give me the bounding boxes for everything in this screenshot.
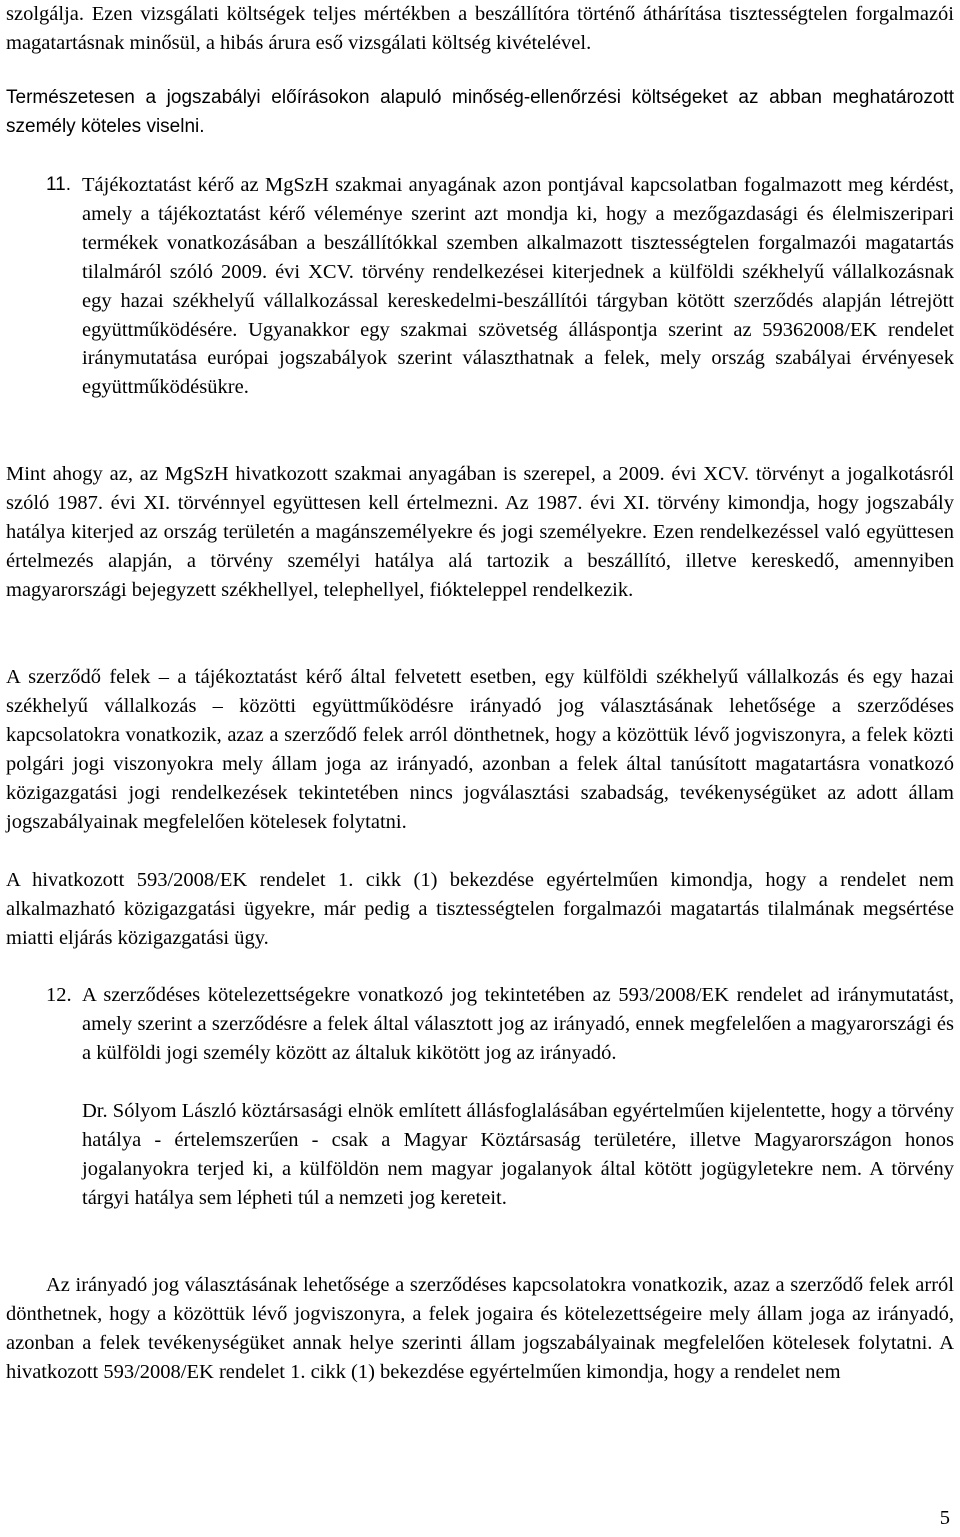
intro-note-paragraph: Természetesen a jogszabályi előírásokon alapuló minőség-ellenőrzési költségeket az abban meghatározott személy köteles viselni.: [6, 87, 954, 137]
page-number: 5: [939, 1507, 950, 1529]
item-11-number: 11.: [46, 174, 72, 195]
solyom-paragraph: Dr. Sólyom László köztársasági elnök említett állásfoglalásában egyértelműen kijelentette, hogy a törvény hatálya - értelemszerűen - csak a Magyar Köztársaság területére, illetve Magyarországon honos jogalanyokra terjed ki, a külföldön nem magyar jogalanyok által kötött jogügyletekre nem. A törvény tárgyi hatálya sem lépheti túl a nemzeti jog kereteit.: [82, 1100, 954, 1209]
item-12-number: 12.: [46, 984, 72, 1006]
szerzodo-felek-paragraph: A szerződő felek – a tájékoztatást kérő által felvetett esetben, egy külföldi székhelyű vállalkozás és egy hazai székhelyű vállalkozás – közötti együttműködésre irányadó jog választásának lehetősége a szerződéses kapcsolatokra vonatkozik, azaz a szerződő felek arról dönthetnek, hogy a közöttük lévő jogviszonyra, a felek közti polgári jogi viszonyokra mely állam joga az irányadó, azonban a felek által tanúsított magatartásra vonatkozó közigazgatási jogi rendelkezések tekintetében nincs jogválasztási szabadság, tevékenységüket az adott állam jogszabályainak megfelelően kötelesek folytatni.: [6, 666, 954, 833]
item-12-text: A szerződéses kötelezettségekre vonatkozó jog tekintetében az 593/2008/EK rendelet ad iránymutatást, amely szerint a szerződésre a felek által választott jog az irányadó, ennek megfelelően a magyarországi és a külföldi jogi személy között az általuk kikötött jog az irányadó.: [82, 984, 954, 1064]
item-11-text: Tájékoztatást kérő az MgSzH szakmai anyagának azon pontjával kapcsolatban fogalmazott meg kérdést, amely a tájékoztatást kérő véleménye szerint azt mondja ki, hogy a mezőgazdasági és élelmiszeripari termékek vonatkozásában a beszállítókkal szemben alkalmazott tisztességtelen forgalmazói magatartás tilalmáról szóló 2009. évi XCV. törvény rendelkezései kiterjednek a külföldi székhelyű vállalkozásnak egy hazai székhelyű vállalkozással kereskedelmi-beszállítói tárgyban kötött szerződés alapján létrejött együttműködésére. Ugyanakkor egy szakmai szövetség álláspontja szerint az 59362008/EK rendelet iránymutatása európai jogszabályok szerint választhatnak a felek, mely ország szabályai érvényesek együttműködésükre.: [82, 174, 954, 399]
iranyado-jog-paragraph: Az irányadó jog választásának lehetősége a szerződéses kapcsolatokra vonatkozik, azaz a szerződő felek arról dönthetnek, hogy a közöttük lévő jogviszonyra, a felek jogaira és kötelezettségeire mely állam joga az irányadó, azonban a felek tevékenységüket annak helye szerinti állam jogszabályainak megfelelően kötelesek folytatni. A hivatkozott 593/2008/EK rendelet 1. cikk (1) bekezdése egyértelműen kimondja, hogy a rendelet nem: [6, 1274, 954, 1383]
intro-continuation-paragraph: szolgálja. Ezen vizsgálati költségek teljes mértékben a beszállítóra történő áthárítása tisztességtelen forgalmazói magatartásnak minősül, a hibás árura eső vizsgálati költség kivételével.: [6, 3, 954, 54]
mint-ahogy-paragraph: Mint ahogy az, az MgSzH hivatkozott szakmai anyagában is szerepel, a 2009. évi XCV. törvényt a jogalkotásról szóló 1987. évi XI. törvénnyel együttesen kell értelmezni. Az 1987. évi XI. törvény kimondja, hogy jogszabály hatálya kiterjed az ország területén a magánszemélyekre és jogi személyekre. Ezen rendelkezéssel való együttesen értelmezés alapján, a törvény személyi hatálya alá tartozik a beszállító, illetve kereskedő, amennyiben magyarországi bejegyzett székhellyel, telephellyel, fiókteleppel rendelkezik.: [6, 463, 954, 601]
hivatkozott-paragraph: A hivatkozott 593/2008/EK rendelet 1. cikk (1) bekezdése egyértelműen kimondja, hogy a rendelet nem alkalmazható közigazgatási ügyekre, már pedig a tisztességtelen forgalmazói magatartás tilalmának megsértése miatti eljárás közigazgatási ügy.: [6, 869, 954, 949]
